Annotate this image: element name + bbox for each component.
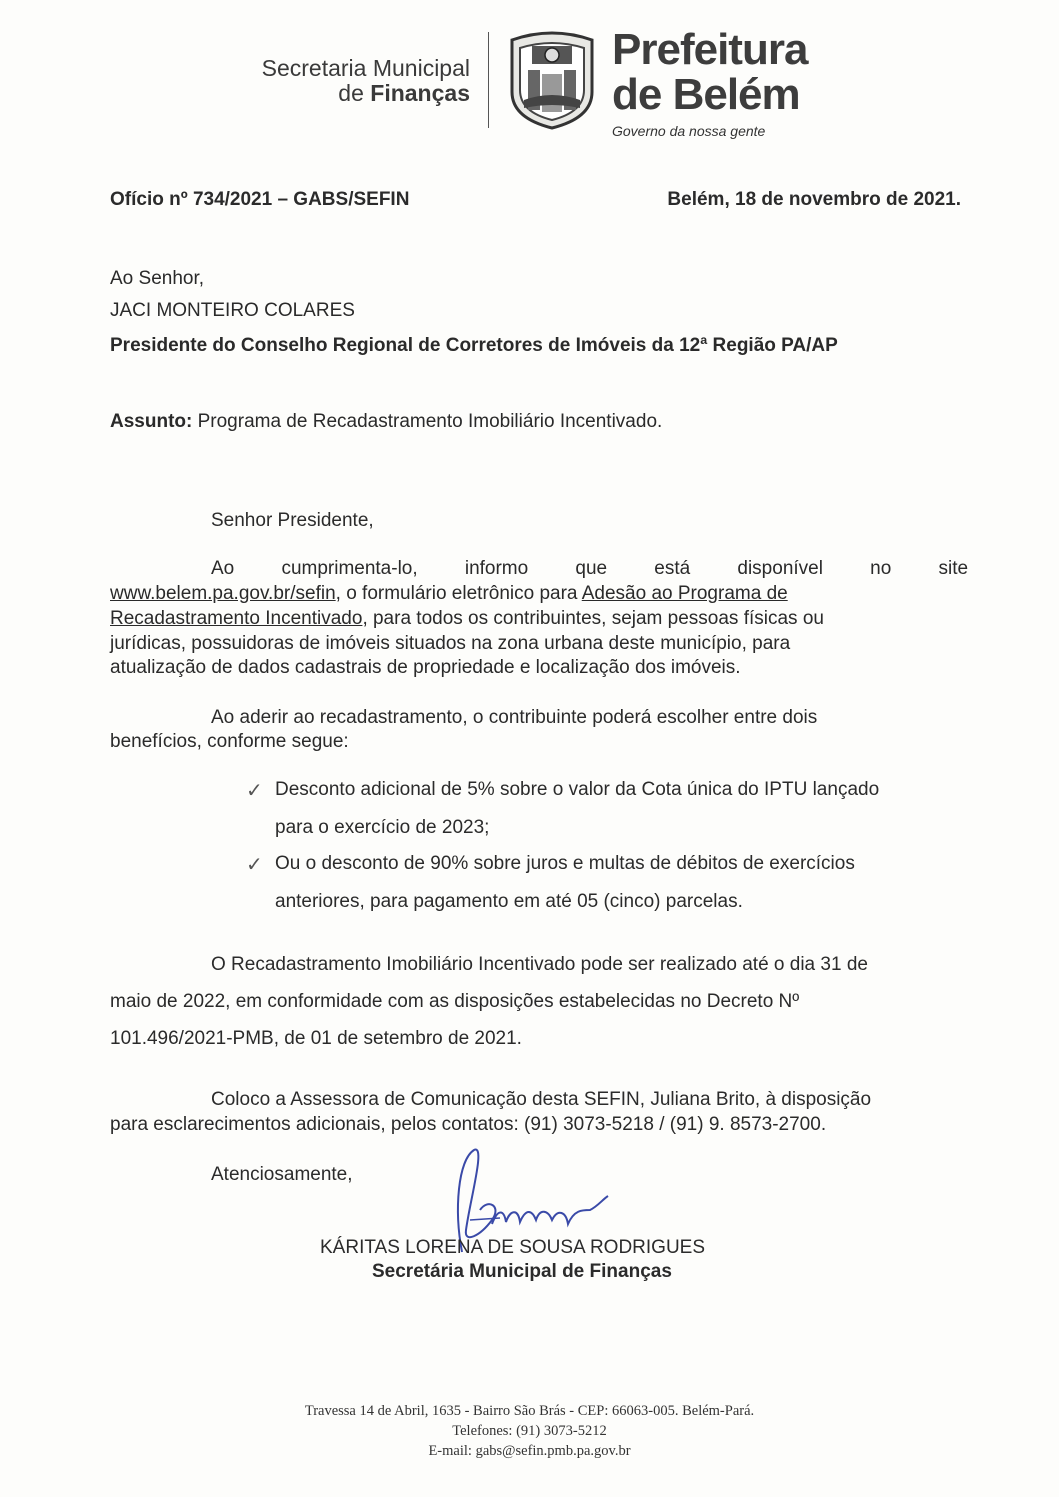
header-divider: [488, 32, 489, 128]
recipient-title: Presidente do Conselho Regional de Corretores de Imóveis da 12ª Região PA/AP: [110, 335, 838, 356]
benefit-2-line1: Ou o desconto de 90% sobre juros e multas de débitos de exercícios: [275, 853, 855, 874]
para1-line1: Ao cumprimenta-lo, informo que está disponível no site: [211, 558, 969, 579]
footer-email: E-mail: gabs@sefin.pmb.pa.gov.br: [428, 1443, 631, 1459]
letter-date: Belém, 18 de novembro de 2021.: [667, 189, 961, 210]
para3-line2: maio de 2022, em conformidade com as disposições estabelecidas no Decreto Nº: [110, 991, 800, 1012]
sefin-site-link[interactable]: www.belem.pa.gov.br/sefin: [110, 583, 336, 604]
checkmark-icon: ✓: [246, 854, 263, 876]
para3-line1: O Recadastramento Imobiliário Incentivado pode ser realizado até o dia 31 de: [211, 954, 868, 975]
para2-line1: Ao aderir ao recadastramento, o contribuinte poderá escolher entre dois: [211, 707, 818, 728]
para1-line2: www.belem.pa.gov.br/sefin, o formulário eletrônico para Adesão ao Programa de: [110, 583, 788, 604]
oficio-number: Ofício nº 734/2021 – GABS/SEFIN: [110, 189, 410, 210]
closing: Atenciosamente,: [211, 1164, 353, 1185]
subject-label: Assunto:: [110, 411, 193, 432]
para4-line1: Coloco a Assessora de Comunicação desta SEFIN, Juliana Brito, à disposição: [211, 1089, 872, 1110]
department-line2: de Finanças: [338, 80, 470, 106]
brand-tagline: Governo da nossa gente: [612, 123, 766, 139]
footer-phones: Telefones: (91) 3073-5212: [452, 1423, 607, 1439]
para1-line4: jurídicas, possuidoras de imóveis situados na zona urbana deste município, para: [110, 633, 791, 654]
signer-role: Secretária Municipal de Finanças: [372, 1261, 672, 1282]
recipient-name: JACI MONTEIRO COLARES: [110, 300, 355, 321]
city-crest-icon: [506, 30, 598, 130]
department-line1: Secretaria Municipal: [261, 55, 470, 81]
footer-address: Travessa 14 de Abril, 1635 - Bairro São Brás - CEP: 66063-005. Belém-Pará.: [304, 1403, 755, 1419]
program-name-part1: Adesão ao Programa de: [581, 583, 788, 604]
subject-text: Programa de Recadastramento Imobiliário Incentivado.: [192, 411, 663, 432]
greeting: Senhor Presidente,: [211, 510, 374, 531]
benefit-2-line2: anteriores, para pagamento em até 05 (cinco) parcelas.: [275, 891, 743, 912]
program-name-part2: Recadastramento Incentivado: [110, 608, 363, 629]
brand-logo: [612, 27, 807, 139]
subject-line: [110, 411, 968, 433]
footer: [0, 1401, 1059, 1461]
signer-name: KÁRITAS LORENA DE SOUSA RODRIGUES: [320, 1237, 706, 1258]
checkmark-icon: ✓: [246, 780, 263, 802]
para2-line2: benefícios, conforme segue:: [110, 731, 349, 752]
recipient-salutation: Ao Senhor,: [110, 268, 205, 289]
para3-line3: 101.496/2021-PMB, de 01 de setembro de 2021.: [110, 1028, 522, 1049]
benefit-1-line2: para o exercício de 2023;: [275, 817, 490, 838]
brand-line1: Prefeitura: [612, 25, 808, 74]
para4-line2: para esclarecimentos adicionais, pelos contatos: (91) 3073-5218 / (91) 9. 8573-2700.: [110, 1114, 827, 1135]
benefit-1-line1: Desconto adicional de 5% sobre o valor da Cota única do IPTU lançado: [275, 779, 880, 800]
department-name: [262, 56, 470, 106]
brand-line2: de Belém: [612, 70, 800, 119]
para1-line3: Recadastramento Incentivado, para todos os contribuintes, sejam pessoas físicas ou: [110, 608, 824, 629]
para1-line5: atualização de dados cadastrais de propriedade e localização dos imóveis.: [110, 657, 741, 678]
